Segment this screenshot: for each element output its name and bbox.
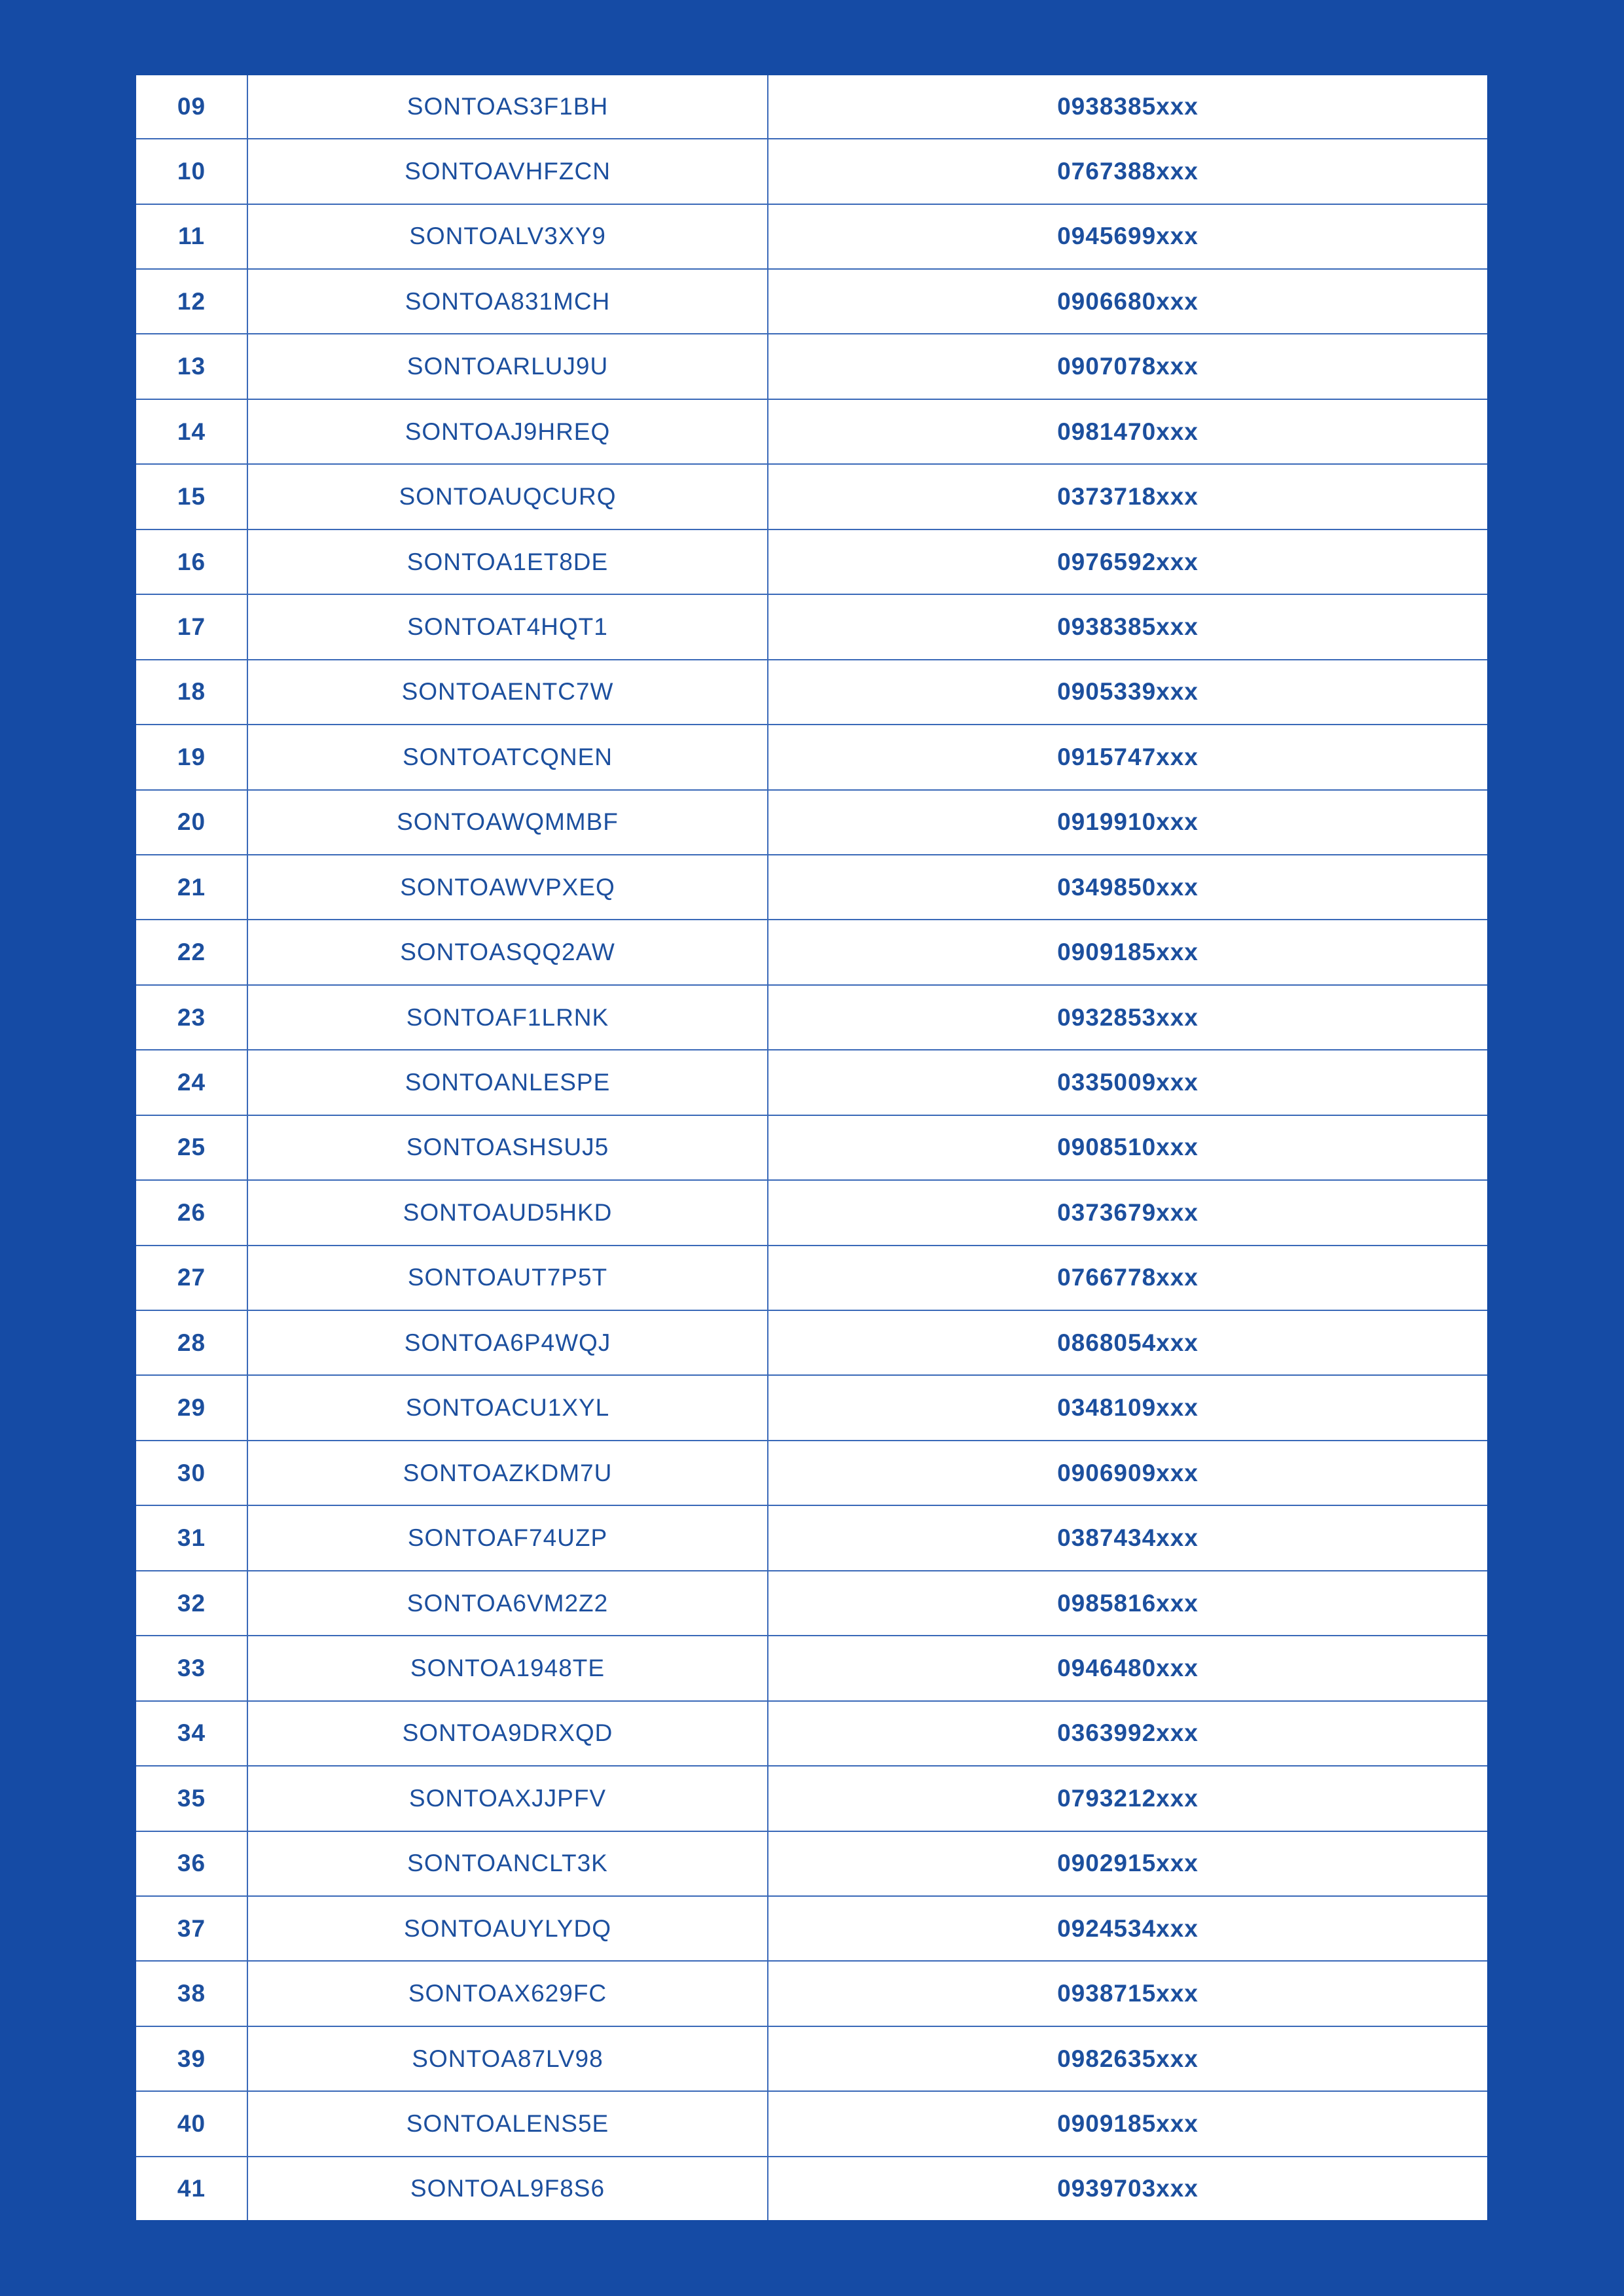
table-row	[136, 790, 1487, 855]
row-index-cell: 41	[136, 2157, 247, 2220]
prize-code-cell: SONTOA6VM2Z2	[247, 1571, 768, 1636]
table-row	[136, 1766, 1487, 1831]
phone-number-cell: 0938715xxx	[768, 1961, 1487, 2026]
row-index-cell: 30	[136, 1441, 247, 1505]
table-row	[136, 2091, 1487, 2156]
table-row	[136, 139, 1487, 204]
prize-code-cell: SONTOAVHFZCN	[247, 139, 768, 204]
prize-code-cell: SONTOAZKDM7U	[247, 1441, 768, 1505]
phone-number-cell: 0945699xxx	[768, 204, 1487, 269]
table-row	[136, 985, 1487, 1050]
prize-code-cell: SONTOAUQCURQ	[247, 464, 768, 529]
prize-code-cell: SONTOACU1XYL	[247, 1375, 768, 1440]
phone-number-cell: 0909185xxx	[768, 2091, 1487, 2156]
phone-number-cell: 0939703xxx	[768, 2157, 1487, 2220]
prize-code-cell: SONTOAWQMMBF	[247, 790, 768, 855]
table-row	[136, 269, 1487, 334]
prize-code-cell: SONTOA9DRXQD	[247, 1701, 768, 1766]
prize-code-cell: SONTOANCLT3K	[247, 1831, 768, 1896]
table-row	[136, 1180, 1487, 1245]
table-row	[136, 1375, 1487, 1440]
prize-code-cell: SONTOAWVPXEQ	[247, 855, 768, 920]
prize-code-cell: SONTOALV3XY9	[247, 204, 768, 269]
phone-number-cell: 0905339xxx	[768, 660, 1487, 725]
table-row	[136, 1050, 1487, 1115]
phone-number-cell: 0938385xxx	[768, 75, 1487, 139]
row-index-cell: 29	[136, 1375, 247, 1440]
phone-number-cell: 0932853xxx	[768, 985, 1487, 1050]
phone-number-cell: 0348109xxx	[768, 1375, 1487, 1440]
phone-number-cell: 0363992xxx	[768, 1701, 1487, 1766]
table-row	[136, 2157, 1487, 2220]
phone-number-cell: 0919910xxx	[768, 790, 1487, 855]
phone-number-cell: 0387434xxx	[768, 1505, 1487, 1570]
row-index-cell: 36	[136, 1831, 247, 1896]
phone-number-cell: 0793212xxx	[768, 1766, 1487, 1831]
table-row	[136, 399, 1487, 464]
table-row	[136, 920, 1487, 984]
row-index-cell: 23	[136, 985, 247, 1050]
row-index-cell: 32	[136, 1571, 247, 1636]
phone-number-cell: 0909185xxx	[768, 920, 1487, 984]
phone-number-cell: 0902915xxx	[768, 1831, 1487, 1896]
table-row	[136, 1115, 1487, 1180]
row-index-cell: 40	[136, 2091, 247, 2156]
row-index-cell: 39	[136, 2026, 247, 2091]
phone-number-cell: 0985816xxx	[768, 1571, 1487, 1636]
row-index-cell: 25	[136, 1115, 247, 1180]
phone-number-cell: 0915747xxx	[768, 725, 1487, 789]
phone-number-cell: 0766778xxx	[768, 1246, 1487, 1310]
prize-code-cell: SONTOAL9F8S6	[247, 2157, 768, 2220]
table-row	[136, 204, 1487, 269]
prize-code-cell: SONTOASQQ2AW	[247, 920, 768, 984]
row-index-cell: 21	[136, 855, 247, 920]
prize-code-cell: SONTOAT4HQT1	[247, 594, 768, 659]
table-row	[136, 464, 1487, 529]
phone-number-cell: 0976592xxx	[768, 529, 1487, 594]
winners-table	[136, 75, 1487, 2220]
row-index-cell: 15	[136, 464, 247, 529]
phone-number-cell: 0349850xxx	[768, 855, 1487, 920]
prize-code-cell: SONTOAUT7P5T	[247, 1246, 768, 1310]
table-row	[136, 75, 1487, 139]
table-row	[136, 1505, 1487, 1570]
prize-code-cell: SONTOARLUJ9U	[247, 334, 768, 399]
table-row	[136, 2026, 1487, 2091]
table-row	[136, 1961, 1487, 2026]
row-index-cell: 18	[136, 660, 247, 725]
phone-number-cell: 0946480xxx	[768, 1636, 1487, 1700]
prize-code-cell: SONTOALENS5E	[247, 2091, 768, 2156]
prize-code-cell: SONTOA87LV98	[247, 2026, 768, 2091]
prize-code-cell: SONTOAF74UZP	[247, 1505, 768, 1570]
table-row	[136, 594, 1487, 659]
phone-number-cell: 0906909xxx	[768, 1441, 1487, 1505]
row-index-cell: 13	[136, 334, 247, 399]
prize-code-cell: SONTOAF1LRNK	[247, 985, 768, 1050]
table-row	[136, 529, 1487, 594]
prize-code-cell: SONTOANLESPE	[247, 1050, 768, 1115]
phone-number-cell: 0373718xxx	[768, 464, 1487, 529]
row-index-cell: 19	[136, 725, 247, 789]
table-row	[136, 1701, 1487, 1766]
phone-number-cell: 0373679xxx	[768, 1180, 1487, 1245]
phone-number-cell: 0981470xxx	[768, 399, 1487, 464]
phone-number-cell: 0982635xxx	[768, 2026, 1487, 2091]
row-index-cell: 14	[136, 399, 247, 464]
prize-code-cell: SONTOA831MCH	[247, 269, 768, 334]
phone-number-cell: 0335009xxx	[768, 1050, 1487, 1115]
prize-code-cell: SONTOAUYLYDQ	[247, 1896, 768, 1961]
prize-code-cell: SONTOAUD5HKD	[247, 1180, 768, 1245]
table-row	[136, 725, 1487, 789]
row-index-cell: 26	[136, 1180, 247, 1245]
phone-number-cell: 0908510xxx	[768, 1115, 1487, 1180]
prize-code-cell: SONTOA6P4WQJ	[247, 1310, 768, 1375]
row-index-cell: 28	[136, 1310, 247, 1375]
table-row	[136, 1571, 1487, 1636]
row-index-cell: 37	[136, 1896, 247, 1961]
table-row	[136, 1246, 1487, 1310]
row-index-cell: 10	[136, 139, 247, 204]
phone-number-cell: 0907078xxx	[768, 334, 1487, 399]
phone-number-cell: 0924534xxx	[768, 1896, 1487, 1961]
winners-table-body	[136, 75, 1487, 2220]
phone-number-cell: 0767388xxx	[768, 139, 1487, 204]
row-index-cell: 16	[136, 529, 247, 594]
row-index-cell: 17	[136, 594, 247, 659]
row-index-cell: 31	[136, 1505, 247, 1570]
prize-code-cell: SONTOAX629FC	[247, 1961, 768, 2026]
row-index-cell: 20	[136, 790, 247, 855]
table-row	[136, 1441, 1487, 1505]
table-row	[136, 660, 1487, 725]
phone-number-cell: 0938385xxx	[768, 594, 1487, 659]
prize-code-cell: SONTOA1948TE	[247, 1636, 768, 1700]
row-index-cell: 33	[136, 1636, 247, 1700]
winners-table-sheet	[136, 75, 1487, 2220]
row-index-cell: 35	[136, 1766, 247, 1831]
row-index-cell: 34	[136, 1701, 247, 1766]
prize-code-cell: SONTOAENTC7W	[247, 660, 768, 725]
row-index-cell: 24	[136, 1050, 247, 1115]
prize-code-cell: SONTOASHSUJ5	[247, 1115, 768, 1180]
prize-code-cell: SONTOAS3F1BH	[247, 75, 768, 139]
prize-code-cell: SONTOATCQNEN	[247, 725, 768, 789]
row-index-cell: 09	[136, 75, 247, 139]
prize-code-cell: SONTOAXJJPFV	[247, 1766, 768, 1831]
table-row	[136, 1831, 1487, 1896]
phone-number-cell: 0906680xxx	[768, 269, 1487, 334]
table-row	[136, 1310, 1487, 1375]
row-index-cell: 22	[136, 920, 247, 984]
prize-code-cell: SONTOAJ9HREQ	[247, 399, 768, 464]
table-row	[136, 334, 1487, 399]
row-index-cell: 27	[136, 1246, 247, 1310]
row-index-cell: 12	[136, 269, 247, 334]
row-index-cell: 38	[136, 1961, 247, 2026]
phone-number-cell: 0868054xxx	[768, 1310, 1487, 1375]
table-row	[136, 1636, 1487, 1700]
prize-code-cell: SONTOA1ET8DE	[247, 529, 768, 594]
table-row	[136, 1896, 1487, 1961]
row-index-cell: 11	[136, 204, 247, 269]
table-row	[136, 855, 1487, 920]
